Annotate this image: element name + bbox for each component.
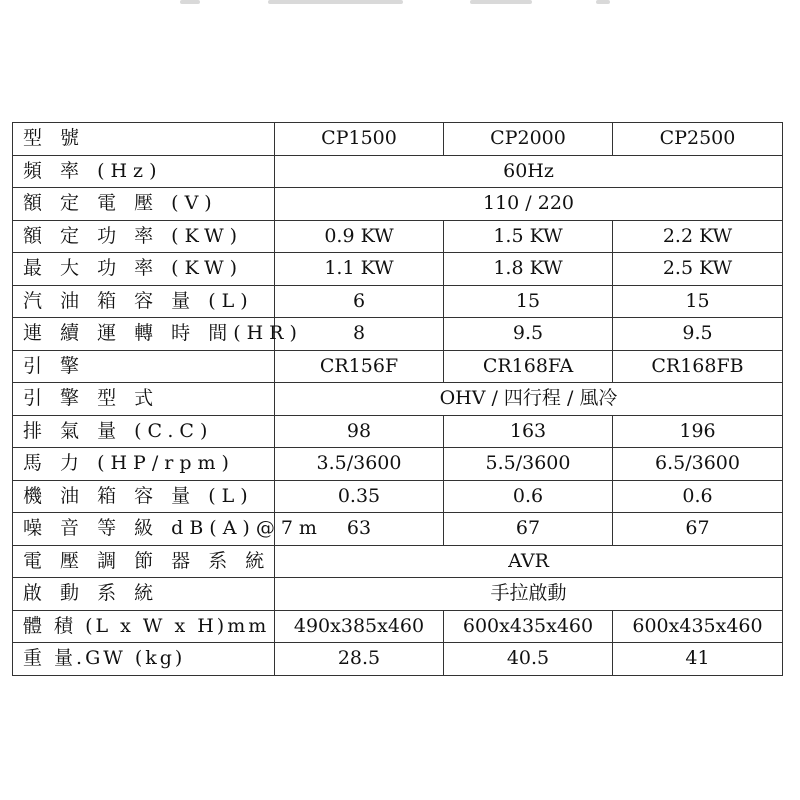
spec-label: 噪 音 等 級 dB(A)@7m	[13, 513, 275, 546]
spec-value: 163	[444, 415, 613, 448]
spec-label: 額 定 電 壓 (V)	[13, 188, 275, 221]
cropped-mark	[180, 0, 200, 4]
spec-label: 重 量.GW (kg)	[13, 643, 275, 676]
spec-value: 110 / 220	[275, 188, 783, 221]
spec-row-engine	[13, 350, 783, 383]
spec-row-noise	[13, 513, 783, 546]
spec-value: 67	[613, 513, 783, 546]
cropped-mark	[470, 0, 532, 4]
header-row	[13, 123, 783, 156]
spec-value: 63	[275, 513, 444, 546]
spec-value: 2.2 KW	[613, 220, 783, 253]
cropped-mark	[596, 0, 610, 4]
spec-value: AVR	[275, 545, 783, 578]
spec-value: 9.5	[613, 318, 783, 351]
spec-label: 機 油 箱 容 量 (L)	[13, 480, 275, 513]
spec-value: 196	[613, 415, 783, 448]
spec-value: 40.5	[444, 643, 613, 676]
spec-value: 490x385x460	[275, 610, 444, 643]
spec-row-rated-power	[13, 220, 783, 253]
spec-value: 0.9 KW	[275, 220, 444, 253]
spec-value: 5.5/3600	[444, 448, 613, 481]
spec-label: 引 擎 型 式	[13, 383, 275, 416]
spec-value: 1.1 KW	[275, 253, 444, 286]
spec-value: 600x435x460	[613, 610, 783, 643]
spec-value: 67	[444, 513, 613, 546]
spec-value: 6.5/3600	[613, 448, 783, 481]
spec-row-fuel-tank	[13, 285, 783, 318]
spec-row-weight	[13, 643, 783, 676]
spec-row-horsepower	[13, 448, 783, 481]
spec-row-max-power	[13, 253, 783, 286]
spec-row-start-system	[13, 578, 783, 611]
spec-row-runtime	[13, 318, 783, 351]
spec-value: 0.6	[613, 480, 783, 513]
spec-value: CR168FA	[444, 350, 613, 383]
spec-row-rated-voltage	[13, 188, 783, 221]
spec-row-dimensions	[13, 610, 783, 643]
model-label: 型 號	[13, 123, 275, 156]
spec-value: 8	[275, 318, 444, 351]
cropped-mark	[268, 0, 403, 4]
spec-value: 28.5	[275, 643, 444, 676]
spec-value: 6	[275, 285, 444, 318]
spec-value: 手拉啟動	[275, 578, 783, 611]
spec-value: 15	[613, 285, 783, 318]
spec-label: 啟 動 系 統	[13, 578, 275, 611]
model-name: CP2500	[613, 123, 783, 156]
model-name: CP1500	[275, 123, 444, 156]
spec-label: 頻 率 (Hz)	[13, 155, 275, 188]
spec-value: CR156F	[275, 350, 444, 383]
spec-label: 連 續 運 轉 時 間(HR)	[13, 318, 275, 351]
spec-value: CR168FB	[613, 350, 783, 383]
spec-label: 電 壓 調 節 器 系 統	[13, 545, 275, 578]
spec-value: 41	[613, 643, 783, 676]
spec-value: 2.5 KW	[613, 253, 783, 286]
spec-value: 0.6	[444, 480, 613, 513]
spec-value: 60Hz	[275, 155, 783, 188]
spec-value: 0.35	[275, 480, 444, 513]
generator-spec-table	[12, 122, 783, 676]
spec-value: 1.5 KW	[444, 220, 613, 253]
spec-value: 1.8 KW	[444, 253, 613, 286]
spec-value: 9.5	[444, 318, 613, 351]
spec-label: 馬 力 (HP/rpm)	[13, 448, 275, 481]
spec-row-displacement	[13, 415, 783, 448]
spec-label: 額 定 功 率 (KW)	[13, 220, 275, 253]
spec-row-voltage-regulator	[13, 545, 783, 578]
spec-label: 汽 油 箱 容 量 (L)	[13, 285, 275, 318]
spec-label: 體 積 (L x W x H)mm	[13, 610, 275, 643]
spec-value: OHV / 四行程 / 風冷	[275, 383, 783, 416]
spec-row-engine-type	[13, 383, 783, 416]
spec-label: 最 大 功 率 (KW)	[13, 253, 275, 286]
spec-label: 引 擎	[13, 350, 275, 383]
spec-value: 600x435x460	[444, 610, 613, 643]
spec-value: 98	[275, 415, 444, 448]
model-name: CP2000	[444, 123, 613, 156]
spec-label: 排 氣 量 (C.C)	[13, 415, 275, 448]
spec-value: 15	[444, 285, 613, 318]
spec-row-oil-tank	[13, 480, 783, 513]
spec-value: 3.5/3600	[275, 448, 444, 481]
spec-row-frequency	[13, 155, 783, 188]
